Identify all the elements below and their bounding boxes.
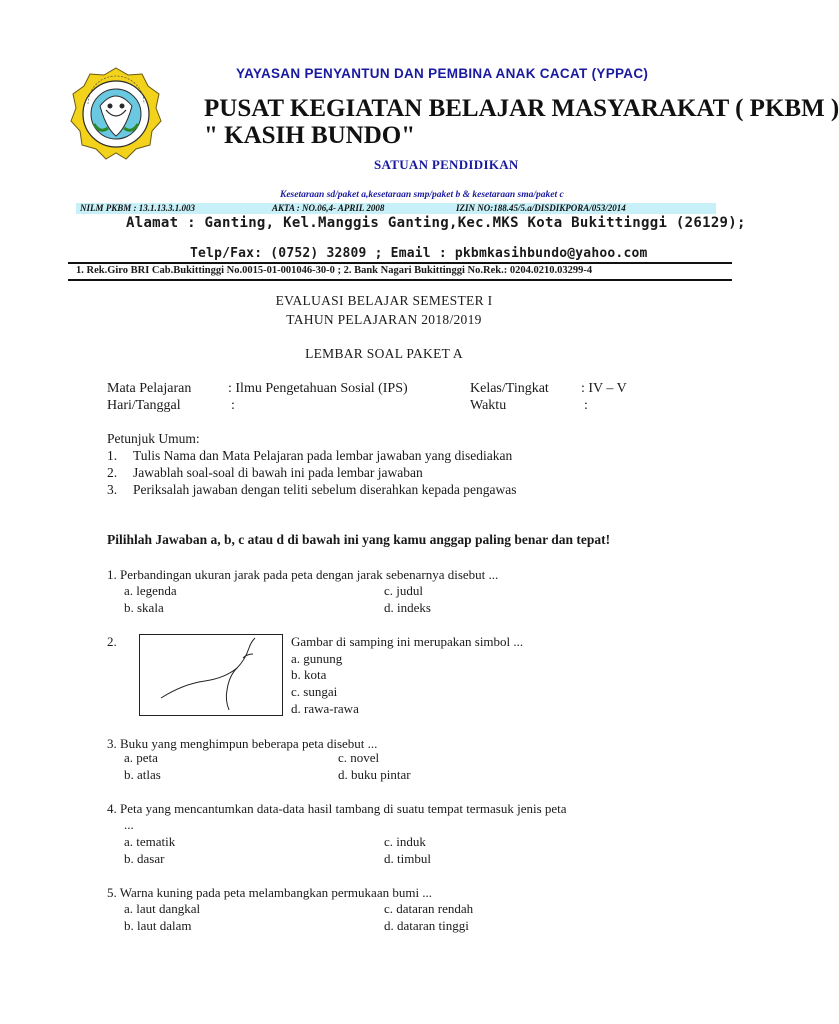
petunjuk-item: Periksalah jawaban dengan teliti sebelum diserahkan kepada pengawas [133,482,517,497]
contact-line: Telp/Fax: (0752) 32809 ; Email : pkbmkasihbundo@yahoo.com [190,246,648,261]
option-a: a. laut dangkal [124,901,201,916]
option-a: a. gunung [291,651,343,666]
option-d: d. buku pintar [338,767,411,782]
mapel-label: Mata Pelajaran [107,381,192,396]
instruction: Pilihlah Jawaban a, b, c atau d di bawah ini yang kamu anggap paling benar dan tepat! [107,532,611,547]
registration-bar [76,203,716,214]
petunjuk-item: Jawablah soal-soal di bawah ini pada lembar jawaban [133,465,423,480]
hari-value: : [231,398,235,413]
pkbm-title-line2: " KASIH BUNDO" [204,122,416,149]
option-c: c. judul [384,583,423,598]
river-symbol-icon [139,634,283,716]
mapel-value: : Ilmu Pengetahuan Sosial (IPS) [228,381,408,396]
option-d: d. dataran tinggi [384,918,469,933]
address: Alamat : Ganting, Kel.Manggis Ganting,Kec.MKS Kota Bukittinggi (26129); [126,215,746,231]
header-rule-bottom [68,279,732,281]
question-continuation: ... [124,817,134,832]
pkbm-title-line1: PUSAT KEGIATAN BELAJAR MASYARAKAT ( PKBM ) [204,95,839,122]
yayasan-title: YAYASAN PENYANTUN DAN PEMBINA ANAK CACAT (YPPAC) [236,66,649,81]
hari-label: Hari/Tanggal [107,398,181,413]
option-b: b. dasar [124,851,165,866]
question-text: 1. Perbandingan ukuran jarak pada peta dengan jarak sebenarnya disebut ... [107,567,499,582]
petunjuk-num: 1. [107,448,118,463]
waktu-value: : [584,398,588,413]
akta-text: AKTA : NO.06,4- APRIL 2008 [272,203,385,213]
question-number: 2. [107,634,117,649]
pkbm-logo-icon [70,66,162,162]
option-d: d. rawa-rawa [291,701,359,716]
option-a: a. peta [124,750,158,765]
exam-year: TAHUN PELAJARAN 2018/2019 [286,312,482,327]
petunjuk-num: 2. [107,465,118,480]
option-c: c. induk [384,834,426,849]
option-c: c. dataran rendah [384,901,474,916]
option-a: a. tematik [124,834,176,849]
header-rule-top [68,262,732,264]
question-text: 5. Warna kuning pada peta melambangkan permukaan bumi ... [107,885,433,900]
option-b: b. kota [291,667,327,682]
kelas-label: Kelas/Tingkat [470,381,549,396]
option-d: d. indeks [384,600,431,615]
nilm-text: NILM PKBM : 13.1.13.3.1.003 [80,203,196,213]
petunjuk-item: Tulis Nama dan Mata Pelajaran pada lembar jawaban yang disediakan [133,448,513,463]
exam-sheet-title: LEMBAR SOAL PAKET A [305,346,463,361]
question-text: 3. Buku yang menghimpun beberapa peta disebut ... [107,736,378,751]
option-b: b. laut dalam [124,918,192,933]
option-b: b. atlas [124,767,161,782]
option-d: d. timbul [384,851,431,866]
option-c: c. novel [338,750,380,765]
option-a: a. legenda [124,583,177,598]
kelas-value: : IV – V [581,381,627,396]
option-c: c. sungai [291,684,338,699]
satuan-pendidikan: SATUAN PENDIDIKAN [374,157,519,172]
option-b: b. skala [124,600,164,615]
petunjuk-num: 3. [107,482,118,497]
petunjuk-title: Petunjuk Umum: [107,431,200,446]
izin-text: IZIN NO:188.45/5.a/DISDIKPORA/053/2014 [456,203,626,213]
question-text: 4. Peta yang mencantumkan data-data hasil tambang di suatu tempat termasuk jenis peta [107,801,567,816]
bank-accounts: 1. Rek.Giro BRI Cab.Bukittinggi No.0015-01-001046-30-0 ; 2. Bank Nagari Bukittinggi No.Rek.: 0204.0210.03299-4 [76,265,593,276]
kesetaraan-line: Kesetaraan sd/paket a,kesetaraan smp/paket b & kesetaraan sma/paket c [280,190,564,200]
question-text: Gambar di samping ini merupakan simbol ... [291,634,524,649]
exam-title: EVALUASI BELAJAR SEMESTER I [275,293,493,308]
waktu-label: Waktu [470,398,507,413]
